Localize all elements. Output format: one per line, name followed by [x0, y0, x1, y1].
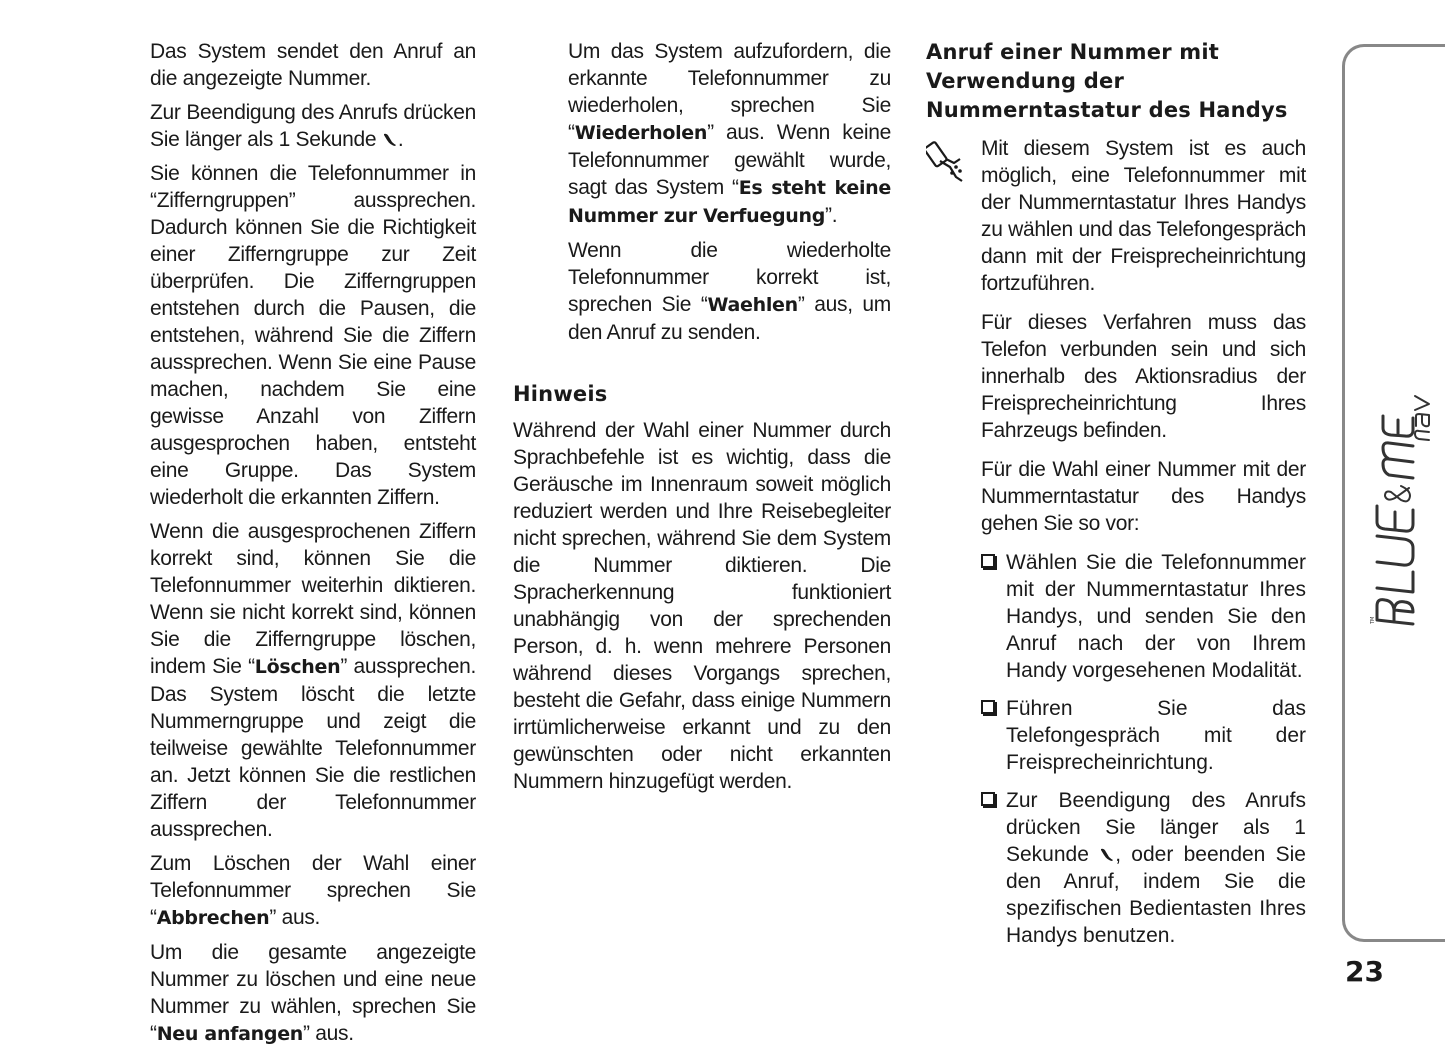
- phone-hangup-icon: [382, 133, 398, 147]
- system-response: Es steht keine Nummer zur Verfuegung: [568, 177, 891, 227]
- hinweis-text: Während der Wahl einer Nummer durch Sprachbefehle ist es wichtig, dass die Geräusche im Innenraum soweit möglich reduziert werden und Ihre Reisebegleiter nicht sprechen, während Sie dem System die Nummer diktieren. Die Spracherkennung funktioniert unabhängig von der sprechenden Person, d. h. wenn mehrere Personen während dieses Vorgangs sprechen, besteht die Gefahr, dass einige Nummern irrtümlicherweise erkannt und zu den gewünschten oder nicht erkannten Nummern hinzugefügt werden.: [513, 419, 891, 793]
- paragraph: [150, 99, 476, 153]
- text: Zur Beendigung des Anrufs drücken Sie länger als 1 Sekunde: [1006, 789, 1306, 866]
- phone-hand-icon: [926, 137, 972, 183]
- voice-command: Waehlen: [707, 294, 798, 316]
- paragraph: Für die Wahl einer Nummer mit der Nummerntastatur des Handys gehen Sie so vor:: [981, 458, 1306, 535]
- text: Das System sendet den Anruf an die angezeigte Nummer.: [150, 40, 476, 90]
- text: Sie können die Telefonnummer in “Zifferngruppen” aussprechen. Dadurch können Sie die Richtigkeit einer Zifferngruppe zur Zeit überprüfen. Die Zifferngruppen entstehen durch die Pausen, die entstehen, während Sie die Ziffern aussprechen. Wenn Sie eine Pause machen, nachdem Sie eine gewisse Anzahl von Ziffern ausgesprochen haben, entsteht eine Gruppe. Das System wiederholt die erkannten Ziffern.: [150, 162, 476, 509]
- hinweis-heading: Hinweis: [513, 382, 608, 406]
- text: Wenn die wiederholte Telefonnummer korrekt ist, sprechen Sie “: [568, 239, 891, 316]
- text: ”.: [825, 204, 838, 227]
- page-number: 23: [1345, 955, 1384, 988]
- text: Führen Sie das Telefongespräch mit der Freisprecheinrichtung.: [1006, 697, 1306, 774]
- text: ” aussprechen. Das System löscht die letzte Nummerngruppe und zeigt die teilweise gewählte Telefonnummer an. Jetzt können Sie die restlichen Ziffern der Telefonnummer aussprechen.: [150, 655, 476, 841]
- checkbox-bullet-icon: [981, 700, 995, 714]
- text: .: [397, 128, 404, 151]
- text: , oder beenden Sie den Anruf, indem Sie die spezifischen Bedientasten Ihres Handys benutzen.: [1006, 843, 1306, 947]
- paragraph: [568, 237, 891, 346]
- text: ” aus. Wenn keine Telefonnummer gewählt wurde, sagt das System “: [568, 121, 891, 199]
- paragraph: [150, 518, 476, 843]
- text: Um das System aufzufordern, die erkannte Telefonnummer zu wiederholen, sprechen Sie “: [568, 40, 891, 144]
- voice-command: Wiederholen: [574, 122, 708, 144]
- note-block: [926, 135, 1306, 949]
- text: Zur Beendigung des Anrufs drücken Sie länger als 1 Sekunde: [150, 101, 476, 151]
- paragraph: Mit diesem System ist es auch möglich, eine Telefonnummer mit der Nummerntastatur Ihres Handys zu wählen und das Telefongespräch dann mit der Freisprecheinrichtung fortzuführen.: [981, 137, 1306, 295]
- step-list: [981, 549, 1306, 949]
- text: Um die gesamte angezeigte Nummer zu löschen und eine neue Nummer zu wählen, sprechen Sie “: [150, 941, 476, 1045]
- paragraph: Für dieses Verfahren muss das Telefon verbunden sein und sich innerhalb des Aktionsradius der Freisprecheinrichtung Ihres Fahrzeugs befinden.: [981, 311, 1306, 442]
- text: ” aus.: [269, 906, 321, 929]
- voice-command: Abbrechen: [156, 907, 270, 929]
- checkbox-bullet-icon: [981, 792, 995, 806]
- column-2: [513, 38, 891, 802]
- text: Zum Löschen der Wahl einer Telefonnummer sprechen Sie “: [150, 852, 476, 929]
- column-1: [150, 38, 476, 1055]
- text: Wenn die ausgesprochenen Ziffern korrekt sind, können Sie die Telefonnummer weiterhin diktieren. Wenn sie nicht korrekt sind, können Sie die Zifferngruppe löschen, indem Sie “: [150, 520, 476, 678]
- paragraph: [568, 38, 891, 230]
- phone-hangup-icon: [1099, 848, 1115, 862]
- text: Wählen Sie die Telefonnummer mit der Nummerntastatur Ihres Handys, und senden Sie den Anruf nach der von Ihrem Handy vorgesehenen Modalität.: [1006, 551, 1306, 682]
- paragraph: [150, 850, 476, 932]
- blue-and-me-nav-logo: [1368, 372, 1440, 632]
- voice-command: Neu anfangen: [156, 1023, 304, 1045]
- list-item: [981, 549, 1306, 684]
- text: ” aus.: [303, 1022, 354, 1045]
- paragraph: [150, 939, 476, 1048]
- paragraph: [150, 160, 476, 511]
- paragraph: [150, 38, 476, 92]
- section-heading: Anruf einer Nummer mit Verwendung der Nummerntastatur des Handys: [926, 40, 1288, 122]
- text: ” aus, um den Anruf zu senden.: [568, 293, 891, 344]
- svg-text:TM: TM: [1370, 616, 1376, 624]
- voice-command: Löschen: [254, 656, 341, 678]
- column-3: [926, 38, 1306, 960]
- list-item: [981, 787, 1306, 949]
- checkbox-bullet-icon: [981, 554, 995, 568]
- list-item: [981, 695, 1306, 776]
